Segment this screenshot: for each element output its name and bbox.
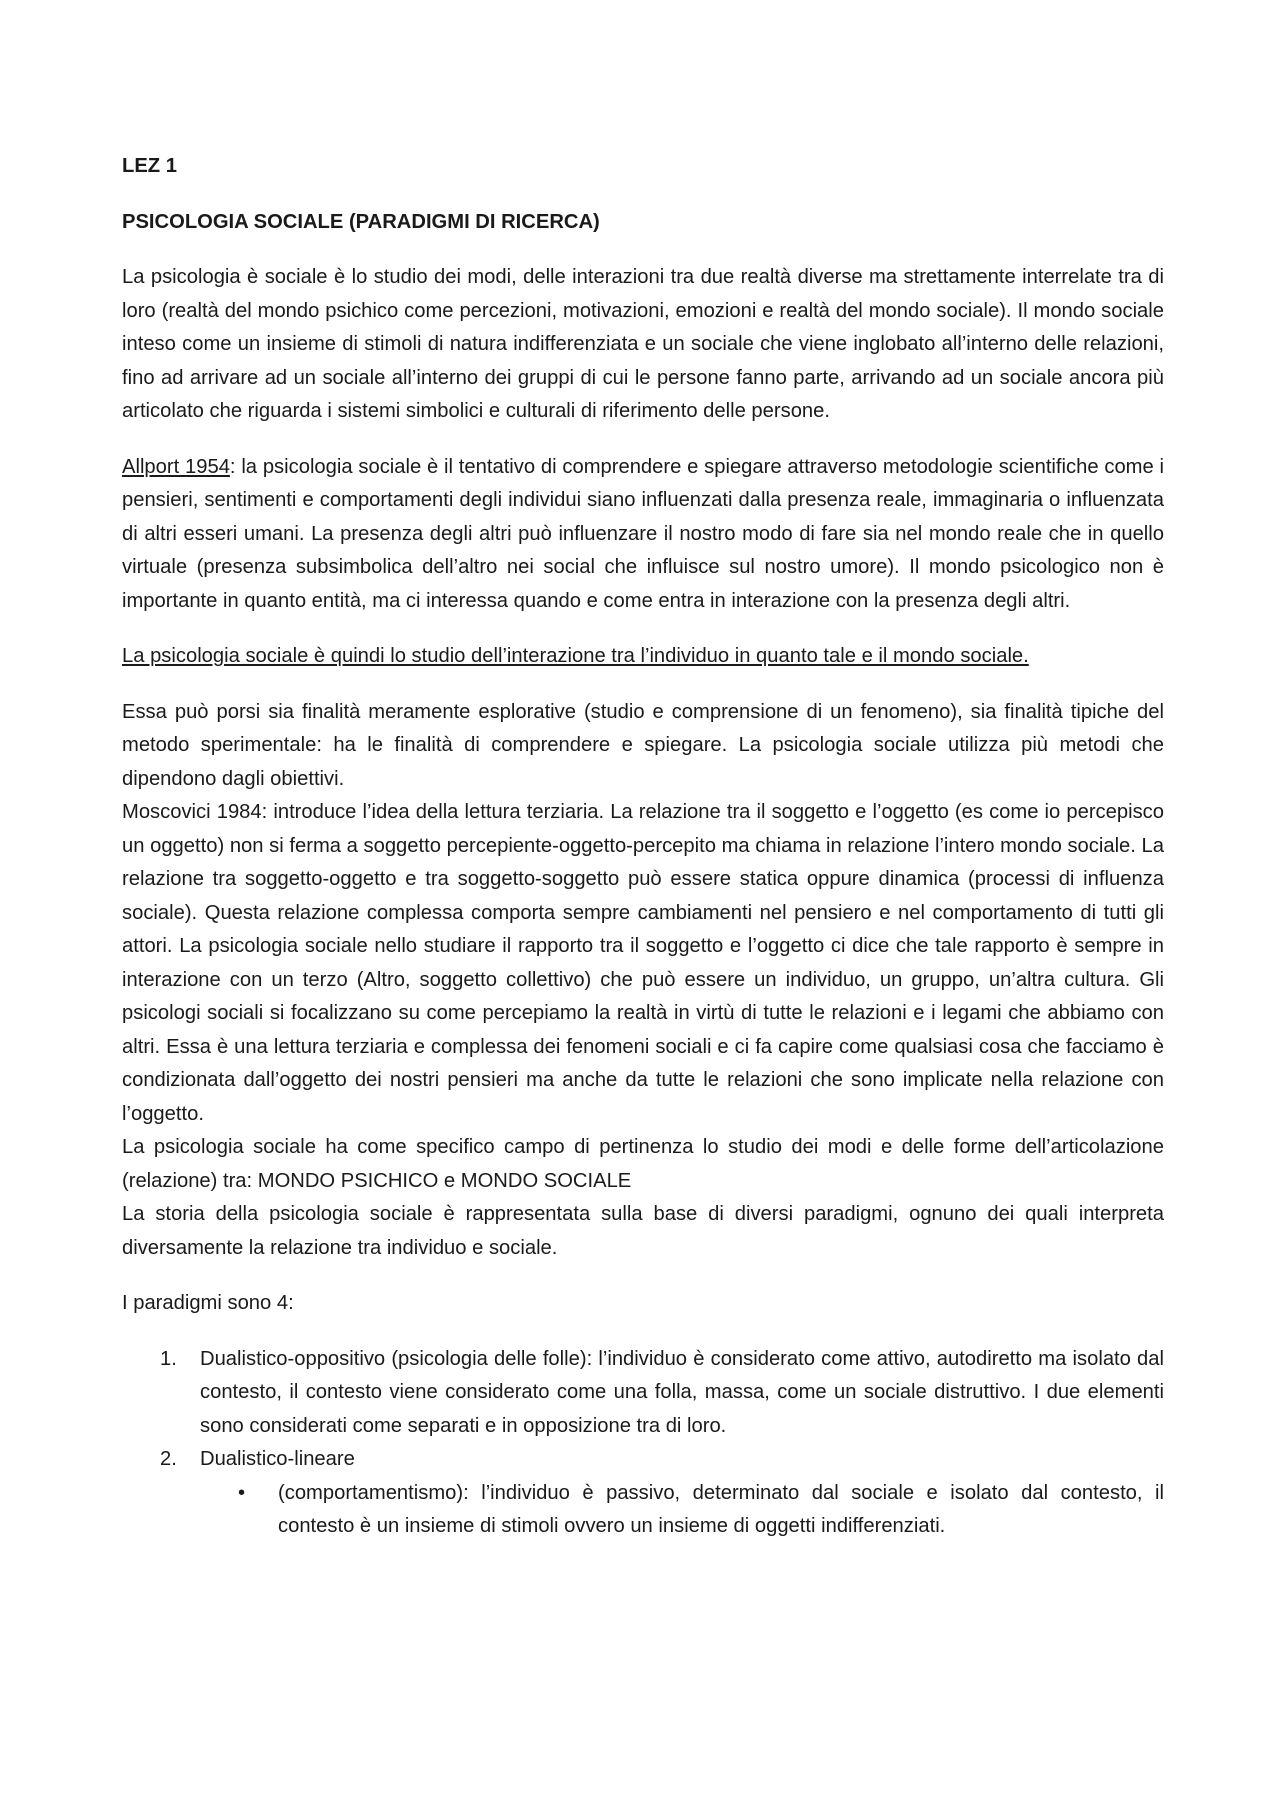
list-number: 2. [160,1448,177,1470]
paragraph-allport [122,451,1164,619]
paragraph-intro: La psicologia è sociale è lo studio dei modi, delle interazioni tra due realtà diverse ma strettamente interrelate tra di loro (realtà del mondo psichico come percezioni, motivazioni, emozioni e realtà del mondo sociale). Il mondo sociale inteso come un insieme di stimoli di natura indifferenziata e un sociale che viene inglobato all’interno delle relazioni, fino ad arrivare ad un sociale all’interno dei gruppi di cui le persone fanno parte, arrivando ad un sociale ancora più articolato che riguarda i sistemi simbolici e culturali di riferimento delle persone. [122,266,1164,422]
list-item-text: Dualistico-oppositivo (psicologia delle folle): l’individuo è considerato come attivo, autodiretto ma isolato dal contesto, il contesto viene considerato come una folla, massa, come un sociale distruttivo. I due elementi sono considerati come separati e in opposizione tra di loro. [200,1347,1164,1437]
paragraph-field: La psicologia sociale ha come specifico campo di pertinenza lo studio dei modi e delle forme dell’articolazione (relazione) tra: MONDO PSICHICO e MONDO SOCIALE [122,1136,1164,1192]
list-number: 1. [160,1347,177,1370]
bullet-icon: • [238,1481,246,1504]
allport-text: : la psicologia sociale è il tentativo di comprendere e spiegare attraverso metodologie scientifiche come i pensieri, sentimenti e comportamenti degli individui siano influenzati dalla presenza reale, immaginaria o influenzata di altri esseri umani. La presenza degli altri può influenzare il nostro modo di fare sia nel mondo reale che in quello virtuale (presenza subsimbolica dell’altro nei social che influisce sul nostro umore). Il mondo psicologico non è importante in quanto entità, ma ci interessa quando e come entra in interazione con la presenza degli altri. [122,455,1164,612]
definition-underlined: La psicologia sociale è quindi lo studio dell’interazione tra l’individuo in quanto tale e il mondo sociale. [122,645,1029,667]
allport-reference: Allport 1954 [122,455,230,478]
sub-list-item [122,1477,1164,1544]
paradigms-list [122,1343,1164,1477]
lesson-label: LEZ 1 [122,155,177,177]
list-item [122,1443,1164,1477]
document-title: PSICOLOGIA SOCIALE (PARADIGMI DI RICERCA) [122,210,600,233]
list-item-text: Dualistico-lineare [200,1448,355,1470]
paragraph-moscovici: Moscovici 1984: introduce l’idea della lettura terziaria. La relazione tra il soggetto e l’oggetto (es come io percepisco un oggetto) non si ferma a soggetto percepiente-oggetto-percepito ma chiama in relazione l’intero mondo sociale. La relazione tra soggetto-oggetto e tra soggetto-soggetto può essere statica oppure dinamica (processi di influenza sociale). Questa relazione complessa comporta sempre cambiamenti nel pensiero e nel comportamento di tutti gli attori. La psicologia sociale nello studiare il rapporto tra il soggetto e l’oggetto ci dice che tale rapporto è sempre in interazione con un terzo (Altro, soggetto collettivo) che può essere un individuo, un gruppo, un’altra cultura. Gli psicologi sociali si focalizzano su come percepiamo la realtà in virtù di tutte le relazioni e i legami che abbiamo con altri. Essa è una lettura terziaria e complessa dei fenomeni sociali e ci fa capire come qualsiasi cosa che facciamo è condizionata dall’oggetto dei nostri pensieri ma anche da tutte le relazioni che sono implicate nella relazione con l’oggetto. [122,801,1164,1125]
paragraph-aims: Essa può porsi sia finalità meramente esplorative (studio e comprensione di un fenomeno), sia finalità tipiche del metodo sperimentale: ha le finalità di comprendere e spiegare. La psicologia sociale utilizza più metodi che dipendono dagli obiettivi. [122,700,1164,790]
sub-list-item-text: (comportamentismo): l’individuo è passivo, determinato dal sociale e isolato dal contesto, il contesto è un insieme di stimoli ovvero un insieme di oggetti indifferenziati. [278,1481,1164,1537]
paragraph-history: La storia della psicologia sociale è rappresentata sulla base di diversi paradigmi, ognuno dei quali interpreta diversamente la relazione tra individuo e sociale. [122,1203,1164,1259]
list-item [122,1343,1164,1444]
document-page [122,150,1164,1544]
paradigms-intro: I paradigmi sono 4: [122,1292,294,1314]
